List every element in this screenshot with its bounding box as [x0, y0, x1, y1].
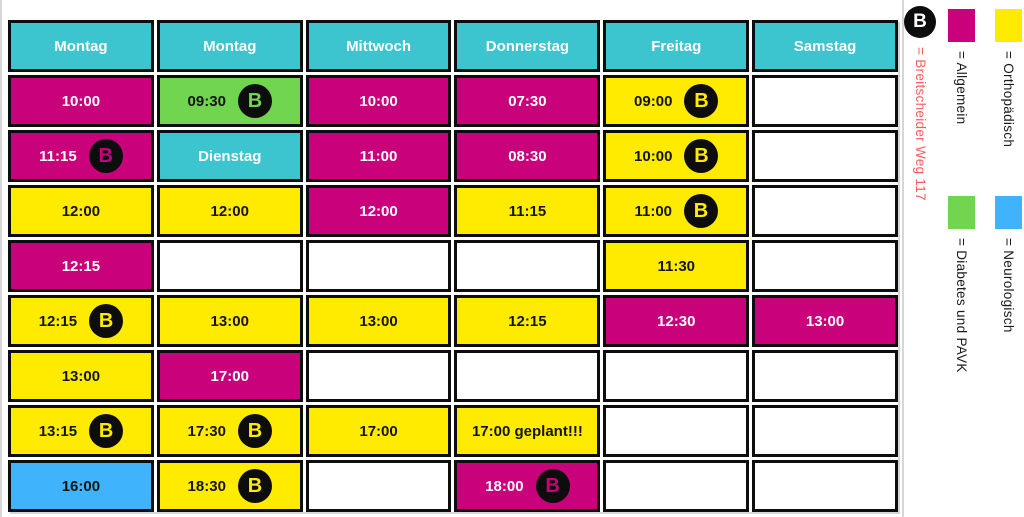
empty-cell	[752, 240, 898, 292]
b-badge-icon: B	[238, 84, 272, 118]
b-badge-icon: B	[89, 139, 123, 173]
b-badge-icon: B	[904, 6, 936, 38]
empty-cell	[306, 240, 452, 292]
cell-text: 18:30	[187, 477, 226, 495]
table-cell	[454, 460, 600, 512]
table-cell	[603, 240, 749, 292]
cell-text: 10:00	[359, 92, 398, 110]
legend-item-blue	[991, 196, 1024, 333]
table-cell	[306, 75, 452, 127]
table-cell	[306, 295, 452, 347]
legend-swatch-yellow	[995, 9, 1022, 42]
cell-text: 07:30	[508, 92, 547, 110]
table-cell	[454, 405, 600, 457]
empty-cell	[306, 350, 452, 402]
b-badge-icon: B	[238, 469, 272, 503]
table-cell	[454, 75, 600, 127]
table-cell	[8, 295, 154, 347]
table-cell	[306, 185, 452, 237]
cell-text: 12:00	[61, 202, 101, 220]
header-cell: Samstag	[752, 20, 898, 72]
empty-cell	[603, 405, 749, 457]
cell-text: 08:30	[508, 147, 547, 165]
cell-text: Dienstag	[198, 147, 262, 165]
page-edge-shadow-left	[0, 0, 2, 517]
cell-text: 13:00	[210, 312, 249, 330]
cell-text: 16:00	[61, 477, 101, 495]
b-badge-icon: B	[89, 304, 123, 338]
empty-cell	[752, 405, 898, 457]
cell-text: 13:15	[38, 422, 78, 440]
empty-cell	[603, 350, 749, 402]
b-badge-icon: B	[536, 469, 570, 503]
header-cell: Donnerstag	[454, 20, 600, 72]
table-cell	[454, 185, 600, 237]
cell-text: 11:15	[39, 147, 77, 165]
b-badge-icon: B	[238, 414, 272, 448]
header-cell: Montag	[157, 20, 303, 72]
cell-text: 12:00	[210, 202, 249, 220]
cell-text: 13:00	[61, 367, 101, 385]
empty-cell	[752, 130, 898, 182]
header-cell: Freitag	[603, 20, 749, 72]
empty-cell	[157, 240, 303, 292]
table-cell	[603, 130, 749, 182]
table-cell	[454, 130, 600, 182]
cell-text: 12:15	[61, 257, 101, 275]
header-cell: Montag	[8, 20, 154, 72]
legend-label: = Neurologisch	[1000, 238, 1016, 333]
b-badge-icon: B	[684, 194, 718, 228]
table-cell	[157, 460, 303, 512]
cell-text: 12:15	[38, 312, 78, 330]
table-cell	[603, 75, 749, 127]
cell-text: 13:00	[359, 312, 398, 330]
cell-text: 18:00	[485, 477, 524, 495]
empty-cell	[454, 350, 600, 402]
table-cell	[157, 185, 303, 237]
legend-label: = Diabetes und PAVK	[953, 238, 969, 373]
empty-cell	[454, 240, 600, 292]
table-cell	[157, 350, 303, 402]
legend-swatch-blue	[995, 196, 1022, 229]
table-cell	[8, 185, 154, 237]
table-cell	[8, 75, 154, 127]
table-cell	[454, 295, 600, 347]
table-cell	[8, 240, 154, 292]
cell-text: 12:30	[657, 312, 696, 330]
cell-text: 17:30	[187, 422, 226, 440]
cell-text: 17:00 geplant!!!	[471, 422, 583, 440]
table-cell	[752, 295, 898, 347]
schedule-table	[8, 20, 898, 512]
empty-cell	[752, 185, 898, 237]
table-cell	[8, 460, 154, 512]
cell-text: 11:00	[359, 147, 398, 165]
legend-item-magenta	[944, 9, 978, 124]
b-badge-icon: B	[684, 139, 718, 173]
table-cell	[603, 185, 749, 237]
empty-cell	[752, 350, 898, 402]
header-cell: Mittwoch	[306, 20, 452, 72]
cell-text: 09:30	[187, 92, 226, 110]
table-cell	[8, 350, 154, 402]
legend-item-breitscheider	[903, 6, 937, 201]
legend-label: = Breitscheider Weg 117	[912, 47, 928, 201]
legend-item-yellow	[991, 9, 1024, 147]
table-cell	[306, 130, 452, 182]
legend-label: = Allgemein	[953, 51, 969, 125]
legend-item-green	[944, 196, 978, 373]
cell-text: 17:00	[210, 367, 249, 385]
cell-text: 12:15	[508, 312, 547, 330]
empty-cell	[306, 460, 452, 512]
table-cell	[603, 295, 749, 347]
cell-text: 11:15	[508, 202, 547, 220]
table-cell	[157, 75, 303, 127]
empty-cell	[603, 460, 749, 512]
table-cell	[8, 405, 154, 457]
cell-text: 17:00	[359, 422, 398, 440]
b-badge-icon: B	[89, 414, 123, 448]
cell-text: 10:00	[61, 92, 101, 110]
cell-text: 11:00	[634, 202, 673, 220]
table-cell	[157, 295, 303, 347]
table-cell	[157, 405, 303, 457]
legend-label: = Orthopädisch	[1000, 51, 1016, 148]
empty-cell	[752, 460, 898, 512]
empty-cell	[752, 75, 898, 127]
cell-text: 10:00	[634, 147, 673, 165]
cell-text: 13:00	[805, 312, 845, 330]
legend-swatch-magenta	[948, 9, 975, 42]
table-cell	[8, 130, 154, 182]
table-cell	[306, 405, 452, 457]
table-cell	[157, 130, 303, 182]
cell-text: 11:30	[657, 257, 696, 275]
cell-text: 12:00	[359, 202, 398, 220]
legend-swatch-green	[948, 196, 975, 229]
b-badge-icon: B	[684, 84, 718, 118]
cell-text: 09:00	[634, 92, 673, 110]
